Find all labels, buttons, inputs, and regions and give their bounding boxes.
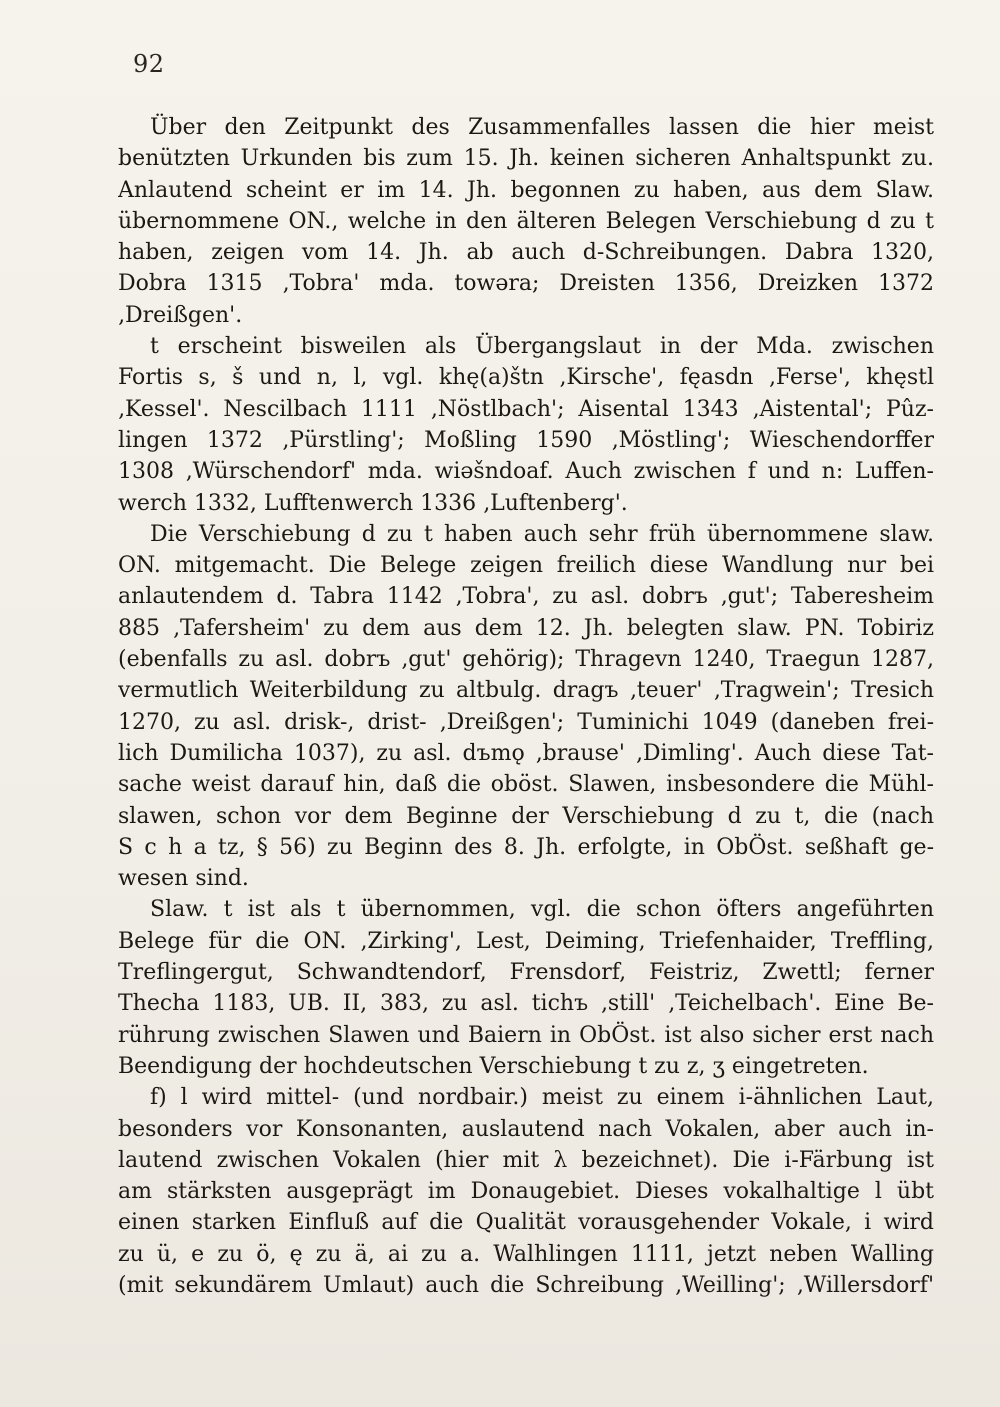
body-text bbox=[118, 112, 934, 1301]
text-line: sache weist darauf hin, daß die oböst. Slawen, insbesondere die Mühl- bbox=[118, 772, 934, 798]
text-line: benützten Urkunden bis zum 15. Jh. keinen sicheren Anhaltspunkt zu. bbox=[118, 146, 934, 172]
text-line: am stärksten ausgeprägt im Donaugebiet. Dieses vokalhaltige l übt bbox=[118, 1179, 934, 1205]
text-line: Die Verschiebung d zu t haben auch sehr früh übernommene slaw. bbox=[150, 521, 934, 547]
text-line: lich Dumilicha 1037), zu asl. dъmǫ ‚brause' ‚Dimling'. Auch diese Tat- bbox=[118, 740, 934, 766]
text-line: übernommene ON., welche in den älteren Belegen Verschiebung d zu t bbox=[118, 208, 934, 234]
text-line: Beendigung der hochdeutschen Verschiebung t zu z, ʒ eingetreten. bbox=[118, 1053, 869, 1079]
text-line: Thecha 1183, UB. II, 383, zu asl. tichъ ‚still' ‚Teichelbach'. Eine Be- bbox=[118, 991, 934, 1017]
text-line: wesen sind. bbox=[118, 866, 249, 892]
text-line: Belege für die ON. ‚Zirking', Lest, Deiming, Triefenhaider, Treffling, bbox=[118, 928, 934, 954]
text-line: besonders vor Konsonanten, auslautend nach Vokalen, aber auch in- bbox=[118, 1116, 934, 1142]
text-line: Fortis s, š und n, l, vgl. khę(a)štn ‚Kirsche', fęasdn ‚Ferse', khęstl bbox=[118, 365, 934, 391]
text-line: (mit sekundärem Umlaut) auch die Schreibung ‚Weilling'; ‚Willersdorf' bbox=[118, 1272, 934, 1298]
page-number: 92 bbox=[133, 50, 165, 78]
text-line: Slaw. t ist als t übernommen, vgl. die schon öfters angeführten bbox=[150, 897, 934, 923]
text-line: 1270, zu asl. drisk-, drist- ‚Dreißgen'; Tuminichi 1049 (daneben frei- bbox=[118, 709, 934, 735]
text-line: (ebenfalls zu asl. dobrъ ‚gut' gehörig); Thragevn 1240, Traegun 1287, bbox=[118, 647, 934, 673]
text-line: 885 ‚Tafersheim' zu dem aus dem 12. Jh. belegten slaw. PN. Tobiriz bbox=[118, 615, 934, 641]
text-line: vermutlich Weiterbildung zu altbulg. dragъ ‚teuer' ‚Tragwein'; Tresich bbox=[118, 678, 934, 704]
text-line: einen starken Einfluß auf die Qualität vorausgehender Vokale, i wird bbox=[118, 1210, 934, 1236]
text-line: Treflingergut, Schwandtendorf, Frensdorf, Feistriz, Zwettl; ferner bbox=[118, 960, 934, 986]
text-line: anlautendem d. Tabra 1142 ‚Tobra', zu asl. dobrъ ‚gut'; Taberesheim bbox=[118, 584, 934, 610]
text-line: Über den Zeitpunkt des Zusammenfalles lassen die hier meist bbox=[150, 115, 934, 140]
text-line: ‚Dreißgen'. bbox=[118, 302, 243, 328]
text-line: lingen 1372 ‚Pürstling'; Moßling 1590 ‚Möstling'; Wieschendorffer bbox=[118, 427, 934, 453]
text-line: Dobra 1315 ‚Tobra' mda. towəra; Dreisten 1356, Dreizken 1372 bbox=[118, 271, 934, 297]
text-line: haben, zeigen vom 14. Jh. ab auch d-Schreibungen. Dabra 1320, bbox=[118, 240, 934, 266]
text-line: t erscheint bisweilen als Übergangslaut in der Mda. zwischen bbox=[150, 334, 934, 360]
text-line: f) l wird mittel- (und nordbair.) meist zu einem i-ähnlichen Laut, bbox=[150, 1085, 934, 1111]
text-line: ON. mitgemacht. Die Belege zeigen freilich diese Wandlung nur bei bbox=[118, 553, 934, 579]
text-line: werch 1332, Lufftenwerch 1336 ‚Luftenberg'. bbox=[118, 490, 628, 516]
text-line: rührung zwischen Slawen und Baiern in ObÖst. ist also sicher erst nach bbox=[118, 1022, 934, 1048]
text-line: zu ü, e zu ö, ę zu ä, ai zu a. Walhlingen 1111, jetzt neben Walling bbox=[118, 1241, 934, 1267]
text-line: S c h a tz, § 56) zu Beginn des 8. Jh. erfolgte, in ObÖst. seßhaft ge- bbox=[118, 834, 934, 860]
text-line: lautend zwischen Vokalen (hier mit λ bezeichnet). Die i-Färbung ist bbox=[118, 1147, 934, 1173]
text-line: slawen, schon vor dem Beginne der Verschiebung d zu t, die (nach bbox=[118, 803, 934, 829]
text-line: 1308 ‚Würschendorf' mda. wiəšndoaf. Auch zwischen f und n: Luffen- bbox=[118, 459, 934, 485]
text-line: ‚Kessel'. Nescilbach 1111 ‚Nöstlbach'; Aisental 1343 ‚Aistental'; Pûz- bbox=[118, 396, 934, 422]
text-line: Anlautend scheint er im 14. Jh. begonnen zu haben, aus dem Slaw. bbox=[118, 177, 934, 203]
